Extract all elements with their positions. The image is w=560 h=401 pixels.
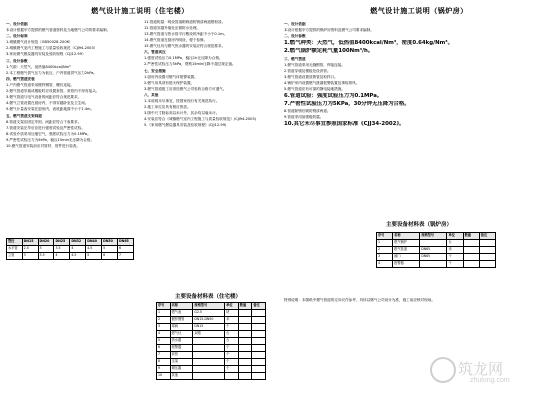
table-row (7, 246, 134, 253)
table-cell: 规格型号 (420, 233, 447, 240)
table-row (157, 310, 266, 317)
table-row (157, 366, 266, 373)
table-cell (238, 359, 252, 366)
table-cell: 台 (225, 331, 239, 338)
note-line: 1.厨房内设置可燃气体报警装置。 (144, 74, 198, 79)
table-cell: 燃气表 (170, 310, 193, 317)
table-cell: 名称 (393, 233, 420, 240)
table-cell (252, 373, 266, 380)
equipment-table-title: 主要设备材料表（住宅楼） (174, 294, 241, 300)
table-cell (420, 240, 447, 247)
note-line: 7.严密性试验压力为5KPa，30分钟无压降为合格。 (284, 100, 410, 107)
table-row (157, 359, 266, 366)
note-line: 4.燃气立管设置在厨房内，不得穿越卧室及卫生间。 (6, 101, 89, 106)
table-cell: 序号 (157, 303, 171, 310)
section-heading: 三、燃气管道 (284, 56, 306, 61)
section-heading: 一、设计依据 (284, 22, 306, 26)
table-cell: 个 (225, 359, 239, 366)
note-line: 3.燃气管道竣工后须经燃气公司验收合格方可通气。 (144, 86, 227, 91)
table-cell: 2 (157, 317, 171, 324)
table-cell: 个 (447, 254, 463, 261)
table-cell: 热水器 (170, 338, 193, 345)
note-line: 4.安装应符合《城镇燃气室内工程施工与质量验收规范》(CJJ94-2003) (144, 117, 257, 122)
notes-column-1 (284, 20, 546, 129)
equipment-table (156, 302, 266, 380)
notes-column-2 (144, 20, 272, 129)
table-cell: 名称 (170, 303, 193, 310)
table-cell (463, 247, 479, 254)
note-line: 1.燃气种类：天然气，低热值8400kcal/Nm³，密度0.64kg/Nm³。 (284, 40, 453, 47)
table-cell: 套管 (170, 352, 193, 359)
table-cell: 阀门 (393, 254, 420, 261)
table-row (377, 261, 496, 268)
table-cell: 调压器 (170, 366, 193, 373)
table-cell (252, 359, 266, 366)
note-line: 9.管道采用加强级防腐。 (284, 114, 324, 119)
table-cell (238, 331, 252, 338)
note-line: 2.严密性试验压力5kPa，观察15min压降不超过规定值。 (144, 62, 236, 67)
table-cell: 备注 (252, 303, 266, 310)
table-cell: 双眼 (193, 331, 225, 338)
note-line: 8.管道除锈后刷防锈漆两道。 (284, 108, 331, 113)
watermark-text: 筑龙网 (458, 361, 504, 378)
note-line: 本设计根据甲方提供的锅炉房资料及燃气公司要求编制。 (284, 28, 374, 32)
table-cell: 10 (157, 373, 171, 380)
table-cell (479, 254, 495, 261)
note-line: 10.燃气管道安装前应对管材、管件进行检查。 (6, 143, 80, 148)
table-cell: 4 (157, 331, 171, 338)
section-heading: 四、燃气管道安装 (6, 77, 35, 82)
note-line: 5.《家用燃气燃烧器具安装及验收规程》(CJJ12-99) (144, 123, 227, 128)
table-cell: 3.5 (54, 246, 70, 253)
table-cell (238, 366, 252, 373)
table-cell: DN15-DN50 (193, 317, 225, 324)
table-cell: 6 (157, 345, 171, 352)
note-line: 3.燃气管道与电气设备的间距应符合规范要求。 (6, 95, 82, 100)
note-line: 8.试验介质采用压缩空气，强度试验压力为0.1MPa。 (6, 131, 91, 136)
notes-column-1 (6, 20, 134, 150)
table-cell (238, 317, 252, 324)
table-cell: G2.5 (193, 310, 225, 317)
table-cell (252, 366, 266, 373)
note-line: 13.燃气管道与热水管平行敷设时净距不小于0.1m。 (144, 32, 228, 36)
table-cell (252, 317, 266, 324)
table-cell: DN65 (420, 254, 447, 261)
note-line: 4.锅炉房内设置燃气泄漏报警装置及事故排风。 (284, 80, 360, 85)
table-cell: 4.5 (86, 246, 102, 253)
table-cell: 2 (377, 247, 393, 254)
note-line: 7.管道安装完毕后应进行强度试验及严密性试验。 (6, 125, 85, 130)
table-cell: 单位 (447, 233, 463, 240)
table-cell: DN40 (86, 239, 102, 246)
table-cell: 报警器 (170, 345, 193, 352)
table-cell (238, 324, 252, 331)
table-cell (252, 345, 266, 352)
table-cell (252, 352, 266, 359)
note-line: 2.施工单位应具有相应资质。 (144, 105, 191, 110)
table-cell: 个 (225, 324, 239, 331)
table-cell (463, 261, 479, 268)
table-cell: 3.5 (38, 253, 54, 260)
note-line: 3.燃气管道设置放散管及取样口。 (284, 74, 338, 79)
table-cell (193, 373, 225, 380)
table-cell: 4 (54, 253, 70, 260)
table-cell: 5 (102, 246, 118, 253)
table-cell: 序号 (377, 233, 393, 240)
table-cell: 备注 (479, 233, 495, 240)
table-cell (479, 261, 495, 268)
note-line: 1.本说明未尽事宜，按国家现行有关规范执行。 (144, 99, 220, 104)
table-cell (463, 254, 479, 261)
table-cell: 9 (157, 366, 171, 373)
table-cell (479, 240, 495, 247)
table-cell: 其他 (170, 373, 193, 380)
table-cell: 4 (70, 246, 86, 253)
table-cell: 6 (118, 246, 134, 253)
table-header-row (377, 233, 496, 240)
section-heading: 三、设计参数 (6, 58, 28, 63)
table-cell: 数量 (463, 233, 479, 240)
table-cell: 燃气锅炉 (393, 240, 420, 247)
equipment-table-title: 主要设备材料表（锅炉房） (385, 222, 452, 228)
table-cell: DN32 (70, 239, 86, 246)
table-cell: 7 (118, 253, 134, 260)
table-cell: 块 (225, 310, 239, 317)
table-row (377, 240, 496, 247)
table-cell (238, 310, 252, 317)
note-line: 本设计根据甲方提供的燃气管道资料及当地燃气公司的要求编制。 (6, 28, 111, 32)
note-line: 11.管道防腐：明设管道刷两道防锈漆两道银粉漆。 (144, 20, 226, 24)
table-cell (193, 338, 225, 345)
table-cell: 球阀 (170, 324, 193, 331)
note-line: 1.燃气管道采用无缝钢管，焊接连接。 (284, 62, 345, 67)
table-cell (238, 373, 252, 380)
note-line: 1.气源：天然气，低热值8400kcal/Nm³ (6, 64, 71, 69)
table-cell: 单位 (225, 303, 239, 310)
table-header-row (157, 303, 266, 310)
table-cell: 5 (157, 338, 171, 345)
note-line: 3.家用燃气燃烧器具安装及验收规程（CJJ12-99） (6, 52, 86, 57)
table-header-row (7, 239, 134, 246)
note-line: 10.其它未尽事宜参照国家标准《CJJ34-2002》。 (284, 120, 405, 127)
table-row (377, 254, 496, 261)
note-line: 14.燃气管道在厨房内明设，便于检修。 (144, 38, 208, 42)
boiler-room-gas-notes-sheet (284, 6, 554, 398)
table-row (7, 253, 134, 260)
note-line: 3.图中尺寸除标高以米计外，其余均以毫米计。 (144, 111, 220, 116)
table-cell: 镀锌钢管 (170, 317, 193, 324)
table-cell: 管径 (7, 239, 23, 246)
note-line: 2.燃气锅炉额定耗气量100Nm³/h。 (284, 48, 374, 55)
table-cell: 水平管 (7, 246, 23, 253)
note-line: 6.管道支架应固定牢固，间距应符合下表要求。 (6, 119, 82, 124)
table-row (157, 324, 266, 331)
table-cell: DN65 (420, 247, 447, 254)
table-row (157, 345, 266, 352)
table-cell: 3 (377, 254, 393, 261)
table-cell: 1 (377, 240, 393, 247)
table-cell: 2.5 (22, 246, 38, 253)
table-cell (193, 359, 225, 366)
table-cell: 米 (447, 247, 463, 254)
table-cell: DN20 (38, 239, 54, 246)
table-cell: 个 (225, 352, 239, 359)
table-cell: DN65 (118, 239, 134, 246)
section-heading: 二、设计标准 (6, 34, 28, 39)
table-cell (193, 366, 225, 373)
note-line: 15.燃气灶具与燃气热水器的安装应符合规范要求。 (144, 44, 226, 48)
section-heading: 八、其他 (144, 93, 159, 98)
note-line: 12.管道穿越外墙处应做防水处理。 (144, 26, 201, 30)
table-cell (238, 338, 252, 345)
table-cell (225, 373, 239, 380)
section-heading: 二、设计参数 (284, 34, 306, 39)
section-heading: 六、管道试压 (144, 50, 166, 55)
note-line: 5.燃气计量表安装在厨房内，表底距地面不小于1.4m。 (6, 107, 95, 112)
table-cell: DN15 (22, 239, 38, 246)
table-cell (193, 352, 225, 359)
table-cell: DN50 (102, 239, 118, 246)
note-line: 1.强度试验压力0.1MPa，稳压1h无压降为合格。 (144, 56, 223, 61)
table-cell: 3 (38, 246, 54, 253)
note-line: 5.燃气管道应有可靠的静电接地措施。 (284, 86, 345, 91)
table-cell: 台 (447, 240, 463, 247)
table-cell: 个 (447, 261, 463, 268)
note-line: 2.燃气用具须有熄火保护装置。 (144, 80, 195, 85)
section-heading: 五、燃气管道支架间距 (6, 113, 42, 118)
table-cell: 燃气管道 (393, 247, 420, 254)
table-cell (238, 345, 252, 352)
table-row (377, 247, 496, 254)
note-line: 6.管道试验：强度试验压力为0.1MPa。 (284, 92, 383, 99)
support-spacing-table (6, 238, 134, 260)
table-cell: 7 (157, 352, 171, 359)
section-heading: 一、设计依据 (6, 22, 28, 26)
table-cell: 3 (157, 324, 171, 331)
table-cell: 规格型号 (193, 303, 225, 310)
table-cell: 燃气灶 (170, 331, 193, 338)
table-cell (193, 345, 225, 352)
table-cell: DN25 (54, 239, 70, 246)
table-cell: 4.5 (70, 253, 86, 260)
watermark (430, 355, 560, 385)
table-cell (252, 310, 266, 317)
table-cell: 1 (157, 310, 171, 317)
table-cell (420, 261, 447, 268)
residential-gas-notes-sheet (6, 6, 274, 398)
table-cell: 个 (225, 366, 239, 373)
table-cell: 4 (377, 261, 393, 268)
table-row (157, 352, 266, 359)
table-cell: 支架 (170, 359, 193, 366)
section-heading: 七、安全措施 (144, 68, 166, 73)
table-cell (479, 247, 495, 254)
note-line: 9.严密性试验压力为5kPa，稳压15min无压降为合格。 (6, 137, 95, 142)
table-cell (463, 240, 479, 247)
table-row (157, 373, 266, 380)
watermark-url: zhulong.com (470, 377, 510, 384)
table-cell (252, 331, 266, 338)
note-line: 2.本工程燃气供气压力为低压，户内管道供气压力2kPa。 (6, 70, 98, 75)
table-cell: 台 (225, 338, 239, 345)
equipment-table (376, 232, 496, 268)
table-cell: 米 (225, 317, 239, 324)
table-cell (252, 324, 266, 331)
table-cell (238, 352, 252, 359)
table-cell: DN15 (193, 324, 225, 331)
note-line: 2.燃气管道穿墙或楼板时应设置套管，套管内不得有接头。 (6, 89, 100, 94)
table-cell (252, 338, 266, 345)
table-cell: 数量 (238, 303, 252, 310)
sheet-title: 燃气设计施工说明（锅炉房） (370, 7, 468, 15)
table-cell: 个 (225, 345, 239, 352)
table-row (157, 317, 266, 324)
note-line: 1.城镇燃气设计规范（GB50028-2006） (6, 40, 73, 45)
table-cell: 3 (22, 253, 38, 260)
zhulong-logo-icon (430, 357, 456, 383)
table-row (157, 331, 266, 338)
table-row (157, 338, 266, 345)
sheet-title: 燃气设计施工说明（住宅楼） (91, 7, 189, 15)
note-line: 2.城镇燃气室内工程施工与质量验收规范（CJJ94-2003） (6, 46, 98, 51)
note-line: 2.管道穿墙及楼板处设套管。 (284, 68, 331, 73)
table-cell: 6 (102, 253, 118, 260)
table-cell: 8 (157, 359, 171, 366)
special-note: 特别说明：本图纸中燃气管道的走向仅作参考，具体以燃气公司设计为准，施工前应核对现场。 (284, 298, 435, 302)
table-cell: 立管 (7, 253, 23, 260)
note-line: 1.户内燃气管道采用镀锌钢管，螺纹连接。 (6, 83, 75, 88)
table-cell: 5 (86, 253, 102, 260)
table-cell: 报警器 (393, 261, 420, 268)
